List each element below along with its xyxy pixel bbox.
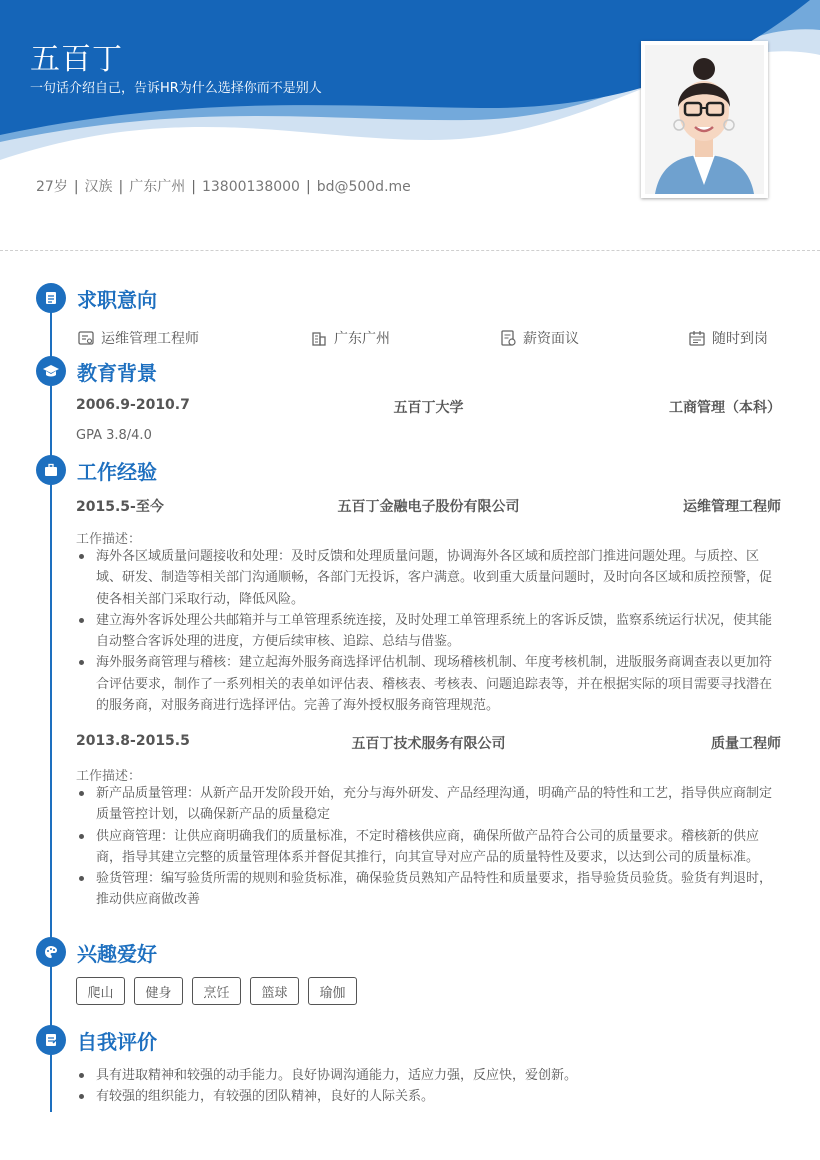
section-title-hobbies: 兴趣爱好 [77, 942, 157, 966]
section-title-work: 工作经验 [77, 460, 157, 484]
hobby-tag: 篮球 [250, 977, 299, 1005]
intent-salary-text: 薪资面议 [523, 331, 579, 347]
contact-info: 27岁 | 汉族 | 广东广州 | 13800138000 | bd@500d.me [36, 179, 411, 195]
building-icon [310, 329, 328, 347]
intent-city [310, 328, 390, 348]
contact-ethnicity: 汉族 [84, 179, 113, 195]
intent-salary [499, 328, 579, 348]
list-item: 海外服务商管理与稽核：建立起海外服务商选择评估机制、现场稽核机制、年度考核机制，进版服务商调查表以更加符合评估要求，制作了一系列相关的表单如评估表、稽核表、考核表、问题追踪表等，并在根据实际的项目需要寻找潜在的服务商，对服务商进行选择评估。完善了海外授权服务商管理规范。 [76, 652, 782, 716]
intent-position-text: 运维管理工程师 [101, 331, 199, 347]
list-item: 海外各区域质量问题接收和处理：及时反馈和处理质量问题，协调海外各区域和质控部门推进问题处理。与质控、区域、研发、制造等相关部门沟通顺畅，各部门无投诉，客户满意。收到重大质量问题时，及时向各区域和质控预警，促使各相关部门采取行动，降低风险。 [76, 546, 782, 610]
intent-city-text: 广东广州 [334, 331, 390, 347]
list-item: 具有进取精神和较强的动手能力。良好协调沟通能力，适应力强，反应快，爱创新。 [76, 1065, 782, 1086]
job-row [76, 733, 781, 753]
intent-availability-text: 随时到岗 [712, 331, 768, 347]
education-row [76, 397, 781, 417]
id-card-icon [77, 329, 95, 347]
education-gpa: GPA 3.8/4.0 [76, 428, 152, 443]
job-position: 运维管理工程师 [683, 499, 781, 515]
contact-phone: 13800138000 [201, 179, 300, 195]
job-desc-label: 工作描述： [76, 769, 142, 784]
hobby-tag: 烹饪 [192, 977, 241, 1005]
profile-photo [641, 41, 768, 198]
list-item: 建立海外客诉处理公共邮箱并与工单管理系统连接，及时处理工单管理系统上的客诉反馈，监察系统运行状况，使其能自动整合客诉处理的进度，方便后续审核、追踪、总结与借鉴。 [76, 610, 782, 653]
notepad-icon [36, 1025, 66, 1055]
job-position: 质量工程师 [711, 736, 781, 752]
section-title-education: 教育背景 [77, 361, 157, 385]
calendar-icon [688, 329, 706, 347]
hobby-tag: 瑜伽 [308, 977, 357, 1005]
hobby-tag: 健身 [134, 977, 183, 1005]
self-eval-list [76, 1065, 782, 1108]
job-company: 五百丁金融电子股份有限公司 [337, 499, 520, 515]
contact-email[interactable]: bd@500d.me [316, 179, 411, 195]
graduation-cap-icon [36, 356, 66, 386]
job-period: 2015.5-至今 [76, 499, 164, 515]
contact-age: 27岁 [36, 179, 68, 195]
section-title-intent: 求职意向 [77, 288, 157, 312]
job-desc-list [76, 783, 782, 911]
job-period: 2013.8-2015.5 [76, 733, 190, 749]
intent-availability [688, 328, 768, 348]
job-desc-label: 工作描述： [76, 532, 142, 547]
hobby-tag: 爬山 [76, 977, 125, 1005]
education-period: 2006.9-2010.7 [76, 397, 190, 413]
list-item: 新产品质量管理：从新产品开发阶段开始，充分与海外研发、产品经理沟通，明确产品的特性和工艺，指导供应商制定质量管控计划，以确保新产品的质量稳定 [76, 783, 782, 826]
timeline-line [50, 298, 52, 1112]
list-item: 验货管理：编写验货所需的规则和验货标准，确保验货员熟知产品特性和质量要求，指导验货员验货。验货有判退时，推动供应商做改善 [76, 868, 782, 911]
candidate-tagline: 一句话介绍自己，告诉HR为什么选择你而不是别人 [30, 81, 322, 96]
palette-icon [36, 937, 66, 967]
hobby-tags [76, 977, 357, 1005]
list-item: 有较强的组织能力，有较强的团队精神，良好的人际关系。 [76, 1086, 782, 1107]
briefcase-icon [36, 455, 66, 485]
job-company: 五百丁技术服务有限公司 [351, 736, 506, 752]
education-major: 工商管理（本科） [669, 400, 781, 416]
header-divider [0, 250, 820, 251]
section-title-self-eval: 自我评价 [77, 1030, 157, 1054]
salary-icon [499, 329, 517, 347]
education-school: 五百丁大学 [393, 400, 464, 416]
job-desc-list [76, 546, 782, 716]
job-row [76, 496, 781, 516]
document-icon [36, 283, 66, 313]
contact-location: 广东广州 [129, 179, 186, 195]
intent-position [77, 328, 199, 348]
candidate-name: 五百丁 [30, 42, 123, 77]
list-item: 供应商管理：让供应商明确我们的质量标准，不定时稽核供应商，确保所做产品符合公司的质量要求。稽核新的供应商，指导其建立完整的质量管理体系并督促其推行，向其宣导对应产品的质量特性及要求，以达到公司的质量标准。 [76, 826, 782, 869]
